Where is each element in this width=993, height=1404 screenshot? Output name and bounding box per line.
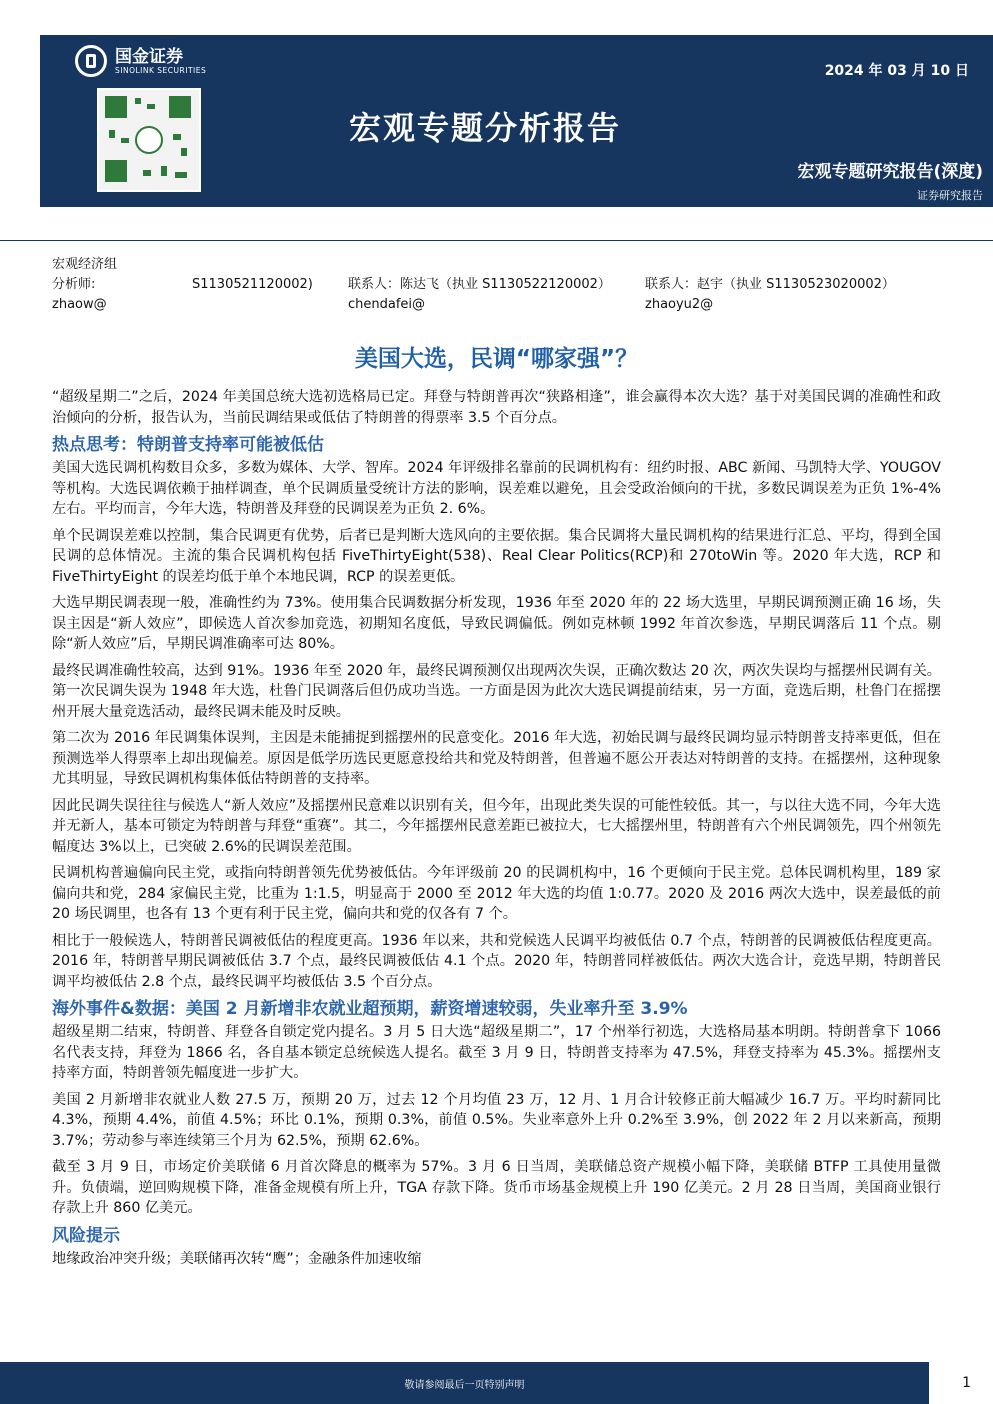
report-title: 美国大选，民调“哪家强”？ bbox=[354, 346, 639, 372]
analyst-label: 分析师: bbox=[52, 277, 96, 292]
body-paragraph: 截至 3 月 9 日，市场定价美联储 6 月首次降息的概率为 57%。3 月 6 日当周，美联储总资产规模小幅下降，美联储 BTFP 工具使用量微升。负债端，逆回购规模下降，准备金规模有所上升，TGA 存款下降。货币市场基金规模上升 190 亿美元。2 月 28 日当周，美国商业银行存款上升 860 亿美元。 bbox=[52, 1159, 941, 1216]
qr-center-logo bbox=[135, 126, 163, 154]
logo-name-en: SINOLINK SECURITIES bbox=[115, 65, 207, 75]
email-chendafei[interactable]: chendafei@ bbox=[348, 297, 426, 312]
section-heading-hot-topic: 热点思考：特朗普支持率可能被低估 bbox=[52, 435, 324, 455]
author-block bbox=[52, 255, 952, 315]
analyst-license: S1130521120002) bbox=[192, 277, 313, 292]
body-paragraph: 地缘政治冲突升级；美联储再次转“鹰”；金融条件加速收缩 bbox=[52, 1250, 422, 1267]
body-paragraph: 相比于一般候选人，特朗普民调被低估的程度更高。1936 年以来，共和党候选人民调平均被低估 0.7 个点，特朗普的民调被低估程度更高。2016 年，特朗普早期民调被低估 3.7 个点，最终民调被低估 4.1 个点。2020 年，特朗普同样被低估。两次大选合计，竞选早期，特朗普民调平均被低估 2.8 个点，最终民调平均被低估 3.5 个百分点。 bbox=[52, 932, 941, 990]
body-paragraph: 因此民调失误往往与候选人“新人效应”及摇摆州民意难以识别有关，但今年，出现此类失误的可能性较低。其一，与以往大选不同，今年大选并无新人，基本可锁定为特朗普与拜登“重赛”。其二，今年摇摆州民意差距已被拉大，七大摇摆州里，特朗普有六个州民调领先，四个州领先幅度达 3%以上，已突破 2.6%的民调误差范围。 bbox=[52, 797, 941, 855]
body-paragraph: 超级星期二结束，特朗普、拜登各自锁定党内提名。3 月 5 日大选“超级星期二”，17 个州举行初选，大选格局基本明朗。特朗普拿下 1066 名代表支持，拜登为 1866 名，各自基本锁定总统候选人提名。截至 3 月 9 日，特朗普支持率为 47.5%，拜登支持率为 45.3%。摇摆州支持率方面，特朗普领先幅度进一步扩大。 bbox=[52, 1024, 941, 1081]
report-body bbox=[52, 387, 941, 1275]
report-tag: 证券研究报告 bbox=[917, 189, 983, 202]
section-heading-risk: 风险提示 bbox=[52, 1225, 120, 1246]
body-paragraph: 单个民调误差难以控制，集合民调更有优势，后者已是判断大选风向的主要依据。集合民调将大量民调机构的结果进行汇总、平均，得到全国民调的总体情况。主流的集合民调机构包括 FiveThirtyEight(538)、Real Clear Politics(RCP)和 270toWin 等。2020 年大选，RCP 和 FiveThirtyEight 的误差均低于单个本地民调，RCP 的误差更低。 bbox=[52, 527, 941, 585]
logo-icon bbox=[75, 45, 107, 77]
email-zhaow[interactable]: zhaow@ bbox=[52, 297, 107, 312]
report-category-title: 宏观专题分析报告 bbox=[349, 109, 622, 147]
report-date: 2024 年 03 月 10 日 bbox=[824, 63, 969, 79]
page-number: 1 bbox=[962, 1375, 971, 1391]
body-paragraph: 美国大选民调机构数目众多，多数为媒体、大学、智库。2024 年评级排名靠前的民调机构有：纽约时报、ABC 新闻、马凯特大学、YOUGOV 等机构。大选民调依赖于抽样调查，单个民调质量受统计方法的影响，误差难以避免，且会受政治倾向的干扰，多数民调误差为正负 1%-4%左右。平均而言，今年大选，特朗普及拜登的民调误差为正负 2. 6%。 bbox=[52, 460, 941, 517]
body-paragraph: 民调机构普遍偏向民主党，或指向特朗普领先优势被低估。今年评级前 20 的民调机构中，16 个更倾向于民主党。总体民调机构里，189 家偏向共和党，284 家偏民主党，比重为 1:1.5，明显高于 2000 至 2012 年大选的均值 1:0.77。2020 及 2016 两次大选中，误差最低的前 20 场民调里，也各有 13 个更有利于民主党，偏向共和党的仅各有 7 个。 bbox=[52, 865, 941, 922]
body-paragraph: 美国 2 月新增非农就业人数 27.5 万，预期 20 万，过去 12 个月均值 23 万，12 月、1 月合计较修正前大幅减少 16.7 万。平均时薪同比 4.3%，预期 4.4%，前值 4.5%；环比 0.1%，预期 0.3%，前值 0.5%。失业率意外上升 0.2%至 3.9%，创 2022 年 2 月以来新高，预期 3.7%；劳动参与率连续第三个月为 62.5%，预期 62.6%。 bbox=[52, 1091, 941, 1149]
logo-name-cn: 国金证券 bbox=[115, 46, 183, 67]
body-paragraph: 大选早期民调表现一般，准确性约为 73%。使用集合民调数据分析发现，1936 年至 2020 年的 22 场大选里，早期民调预测正确 16 场，失误主因是“新人效应”，即候选人首次参加竞选，初期知名度低，导致民调偏低。例如克林顿 1992 年首次参选，早期民调落后 11 个点。剔除“新人效应”后，早期民调准确率可达 80%。 bbox=[52, 595, 941, 652]
qr-code-icon bbox=[97, 88, 201, 192]
section-heading-overseas: 海外事件&数据：美国 2 月新增非农就业超预期，薪资增速较弱，失业率升至 3.9% bbox=[52, 999, 688, 1019]
email-zhaoyu[interactable]: zhaoyu2@ bbox=[645, 297, 714, 312]
body-paragraph: 最终民调准确性较高，达到 91%。1936 年至 2020 年，最终民调预测仅出现两次失误，正确次数达 20 次，两次失误均与摇摆州民调有关。第一次民调失误为 1948 年大选，杜鲁门民调落后但仍成功当选。一方面是因为此次大选民调提前结束，另一方面，竞选后期，杜鲁门在摇摆州开展大量竞选活动，最终民调未能及时反映。 bbox=[52, 662, 941, 720]
contact-chen: 联系人：陈达飞（执业 S1130522120002） bbox=[348, 277, 611, 292]
report-subtitle: 宏观专题研究报告(深度) bbox=[797, 162, 983, 182]
intro-paragraph: “超级星期二”之后，2024 年美国总统大选初选格局已定。拜登与特朗普再次“狭路相逢”，谁会赢得本次大选？基于对美国民调的准确性和政治倾向的分析，报告认为，当前民调结果或低估了特朗普的得票率 3.5 个百分点。 bbox=[52, 389, 941, 426]
body-paragraph: 第二次为 2016 年民调集体误判，主因是未能捕捉到摇摆州的民意变化。2016 年大选，初始民调与最终民调均显示特朗普支持率更低，但在预测选举人得票率上却出现偏差。原因是低学历选民更愿意投给共和党及特朗普，但普遍不愿公开表达对特朗普的支持。在摇摆州，这种现象尤其明显，导致民调机构集体低估特朗普的支持率。 bbox=[52, 730, 941, 787]
research-group: 宏观经济组 bbox=[52, 257, 118, 272]
sinolink-logo bbox=[75, 45, 206, 77]
contact-zhao: 联系人：赵宇（执业 S1130523020002） bbox=[645, 277, 895, 292]
footer-disclaimer-link[interactable]: 敬请参阅最后一页特别声明 bbox=[404, 1380, 525, 1391]
header-divider bbox=[0, 240, 993, 241]
